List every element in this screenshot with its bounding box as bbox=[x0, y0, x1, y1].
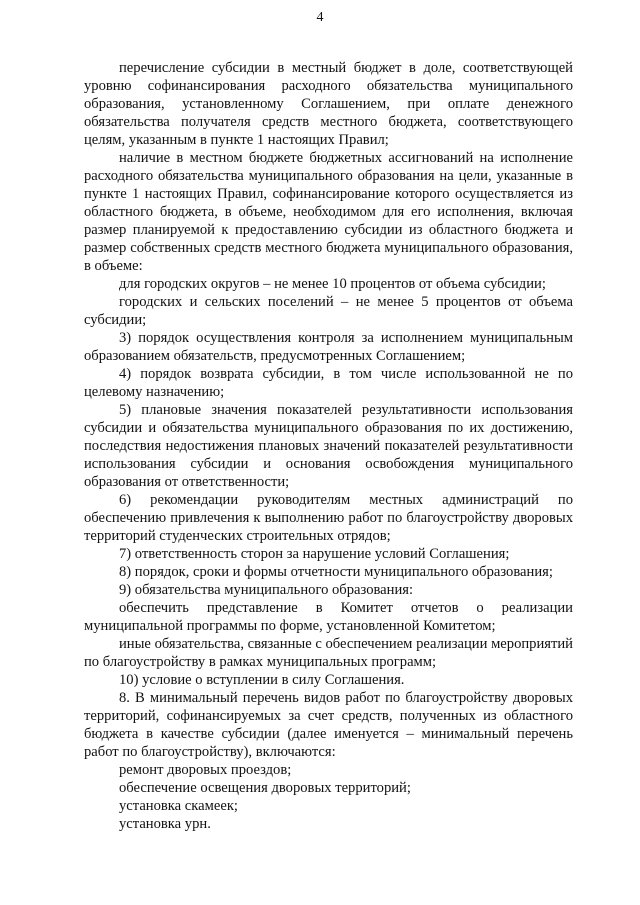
paragraph-item-4: 4) порядок возврата субсидии, в том числе использованной не по целевому назначению; bbox=[84, 366, 573, 400]
paragraph-settlements: городских и сельских поселений – не менее 5 процентов от объема субсидии; bbox=[84, 294, 573, 328]
paragraph-item-8: 8) порядок, сроки и формы отчетности муниципального образования; bbox=[119, 564, 553, 580]
paragraph-other-obligations: иные обязательства, связанные с обеспечением реализации мероприятий по благоустройству в рамках муниципальных программ; bbox=[84, 636, 573, 670]
paragraph-item-7: 7) ответственность сторон за нарушение условий Соглашения; bbox=[119, 546, 510, 562]
paragraph-budget-allocations: наличие в местном бюджете бюджетных ассигнований на исполнение расходного обязательства муниципального образования на цели, указанные в пункте 1 настоящих Правил, софинансирование которого осуществляется из областного бюджета, в объеме, необходимом для его исполнения, включая размер планируемой к предоставлению субсидии из областного бюджета и размер собственных средств местного бюджета муниципального образования, в объеме: bbox=[84, 150, 573, 274]
paragraph-item-10: 10) условие о вступлении в силу Соглашения. bbox=[119, 672, 405, 688]
document-body bbox=[84, 59, 573, 833]
list-item-lighting: обеспечение освещения дворовых территорий; bbox=[119, 780, 411, 796]
list-item-bins: установка урн. bbox=[119, 816, 211, 832]
list-item-benches: установка скамеек; bbox=[119, 798, 238, 814]
paragraph-city-districts: для городских округов – не менее 10 процентов от объема субсидии; bbox=[119, 276, 546, 292]
list-item-driveway-repair: ремонт дворовых проездов; bbox=[119, 762, 292, 778]
paragraph-item-3: 3) порядок осуществления контроля за исполнением муниципальным образованием обязательств, предусмотренных Соглашением; bbox=[84, 330, 573, 364]
paragraph-item-5: 5) плановые значения показателей результативности использования субсидии и обязательства муниципального образования по их достижению, последствия недостижения плановых значений показателей результативности использования субсидии и основания освобождения муниципального образования от ответственности; bbox=[84, 402, 573, 490]
paragraph-item-9: 9) обязательства муниципального образования: bbox=[119, 582, 414, 598]
paragraph-item-6: 6) рекомендации руководителям местных администраций по обеспечению привлечения к выполнению работ по благоустройству дворовых территорий студенческих строительных отрядов; bbox=[84, 492, 573, 544]
paragraph-section-8: 8. В минимальный перечень видов работ по благоустройству дворовых территорий, софинансируемых за счет средств, полученных из областного бюджета в качестве субсидии (далее именуется – минимальный перечень работ по благоустройству), включаются: bbox=[84, 690, 573, 760]
paragraph-subsidy-transfer: перечисление субсидии в местный бюджет в доле, соответствующей уровню софинансирования расходного обязательства муниципального образования, установленному Соглашением, при оплате денежного обязательства получателя средств местного бюджета, соответствующего целям, указанным в пункте 1 настоящих Правил; bbox=[84, 60, 573, 148]
paragraph-provide-reports: обеспечить представление в Комитет отчетов о реализации муниципальной программы по форме, установленной Комитетом; bbox=[84, 600, 573, 634]
page-number: 4 bbox=[316, 10, 324, 25]
